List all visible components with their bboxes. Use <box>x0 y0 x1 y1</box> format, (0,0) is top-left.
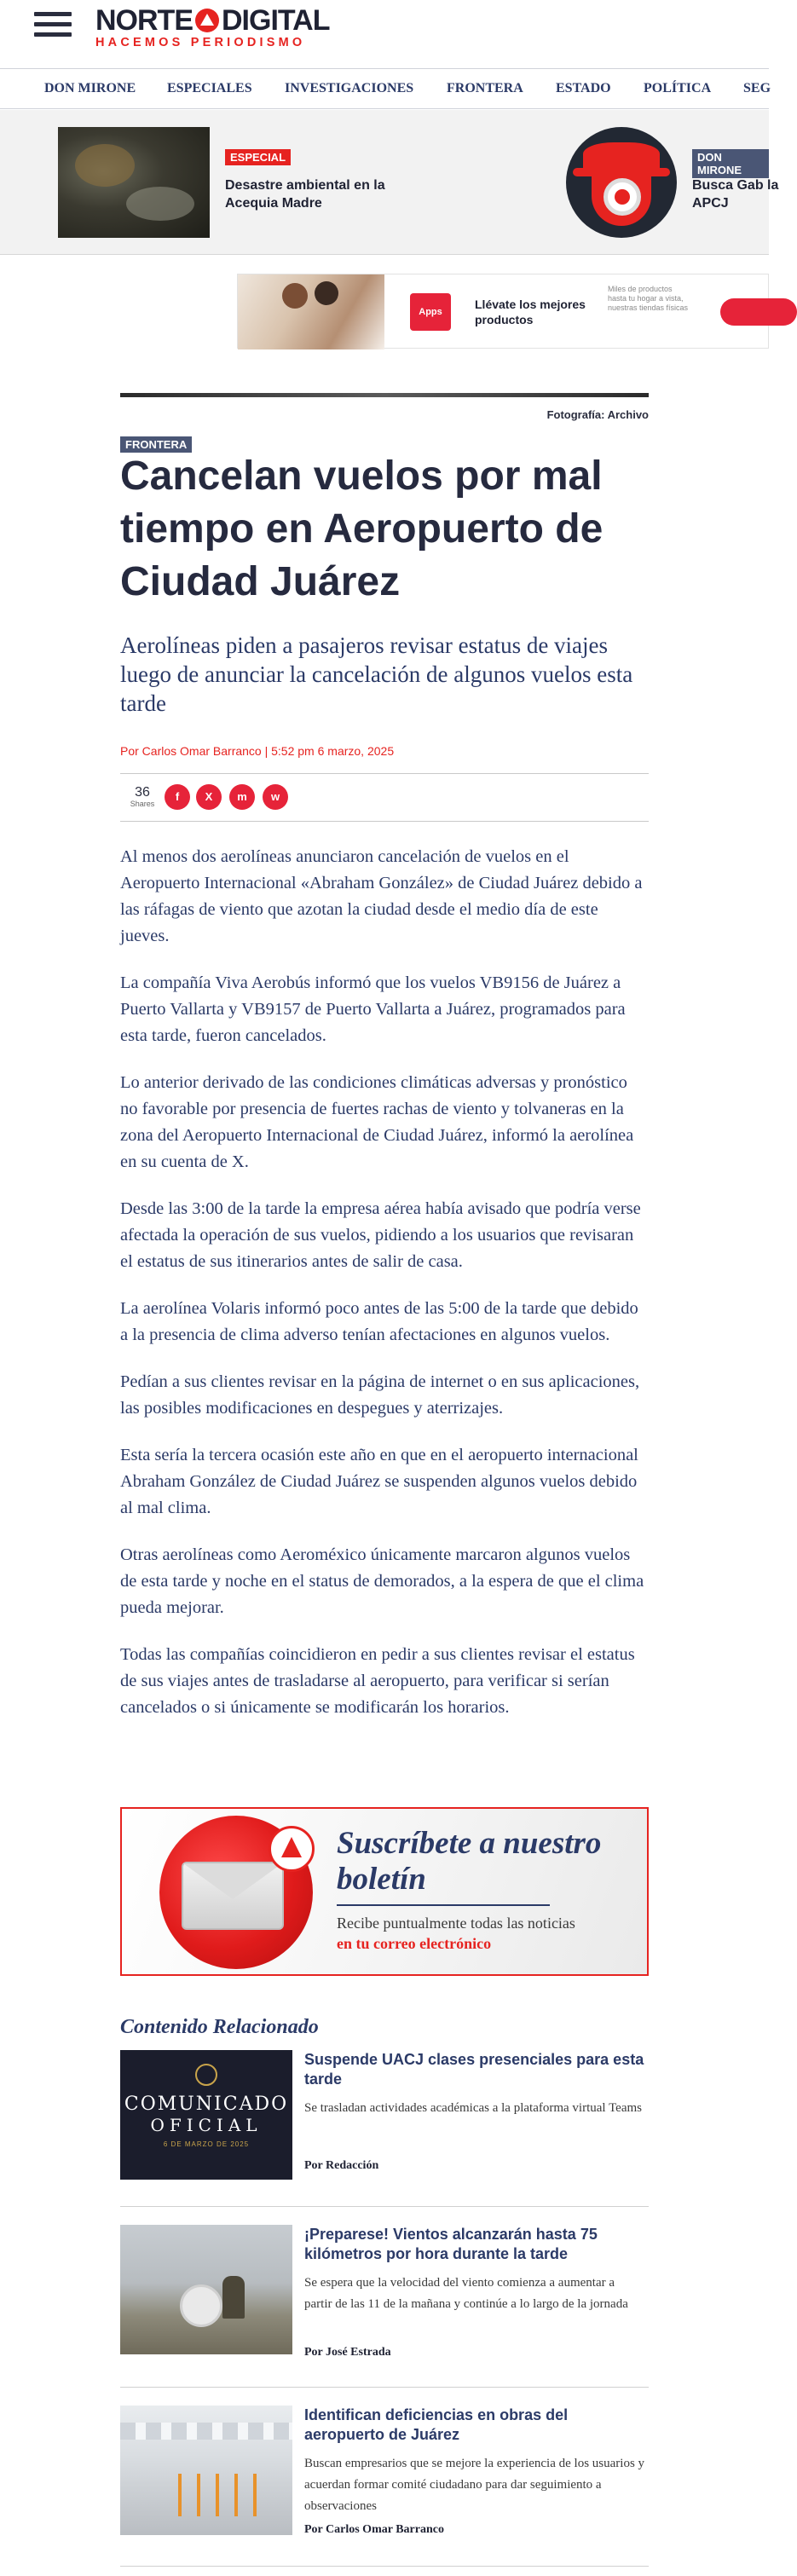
thumb-text-date: 6 DE MARZO DE 2025 <box>163 2140 250 2148</box>
featured-2-tag: DON MIRONE <box>692 149 769 178</box>
ad-headline: Llévate los mejores productos <box>475 297 586 326</box>
nav-item-especiales[interactable]: ESPECIALES <box>167 81 252 95</box>
article-paragraph: Pedían a sus clientes revisar en la página de internet o en sus aplicaciones, las posibles modificaciones en despegues y aterrizajes. <box>120 1372 640 1418</box>
newsletter-title: Suscríbete a nuestro boletín <box>337 1826 602 1897</box>
thumb-text-comunicado: COMUNICADO <box>124 2094 289 2115</box>
site-header <box>0 0 769 68</box>
messenger-share-icon[interactable]: m <box>229 784 255 810</box>
related-item <box>120 2050 649 2212</box>
brand-triangle-icon <box>269 1826 315 1872</box>
article-paragraph: Desde las 3:00 de la tarde la empresa aérea había avisado que podría verse afectada la operación de sus vuelos, pidiendo a los usuarios que revisaran el estatus de sus itinerarios antes de salir de casa. <box>120 1199 641 1271</box>
share-divider-bottom <box>120 821 649 822</box>
ad-fine-print: Miles de productos hasta tu hogar a vista, nuestras tiendas físicas <box>608 285 689 312</box>
newsletter-description <box>337 1913 635 1954</box>
related-title[interactable]: ¡Preparese! Vientos alcanzarán hasta 75 kilómetros por hora durante la tarde <box>304 2226 598 2262</box>
nav-item-frontera[interactable]: FRONTERA <box>447 81 523 95</box>
ad-photo <box>238 274 384 349</box>
logo-name-right: DIGITAL <box>222 4 330 37</box>
related-title[interactable]: Identifican deficiencias en obras del aeropuerto de Juárez <box>304 2406 569 2443</box>
featured-strip <box>0 110 779 255</box>
share-divider-top <box>120 773 649 774</box>
envelope-icon <box>182 1862 284 1930</box>
logo-triangle-icon <box>195 9 219 32</box>
newsletter-desc-highlight: en tu correo electrónico <box>337 1935 492 1952</box>
article-paragraph: Al menos dos aerolíneas anunciaron cancelación de vuelos en el Aeropuerto Internacional «Abraham González» de Ciudad Juárez debido a las ráfagas de viento que azotan la ciudad desde el medio día de este jueves. <box>120 847 643 945</box>
related-item <box>120 2406 649 2567</box>
newsletter-desc-text: Recibe puntualmente todas las noticias <box>337 1915 575 1932</box>
related-thumbnail[interactable] <box>120 2406 292 2535</box>
featured-1-title[interactable]: Desastre ambiental en la Acequia Madre <box>225 178 385 211</box>
share-count-number: 36 <box>135 785 150 800</box>
related-author: Por Carlos Omar Barranco <box>304 2523 444 2536</box>
related-description: Buscan empresarios que se mejore la experiencia de los usuarios y acuerdan formar comité ciudadano para dar seguimiento a observaciones <box>304 2457 645 2513</box>
related-divider <box>120 2387 649 2388</box>
related-author: Por José Estrada <box>304 2346 391 2359</box>
nav-item-politica[interactable]: POLÍTICA <box>644 81 712 95</box>
ad-banner[interactable] <box>237 274 769 349</box>
photo-credit: Fotografía: Archivo <box>546 408 649 421</box>
featured-1-image[interactable] <box>58 127 210 238</box>
article-paragraph: La compañía Viva Aerobús informó que los vuelos VB9156 de Juárez a Puerto Vallarta y VB9157 de Puerto Vallarta a Juárez, programados para esta tarde, fueron cancelados. <box>120 973 626 1045</box>
article-paragraph: Todas las compañías coincidieron en pedir a sus clientes revisar el estatus de sus viajes antes de trasladarse al aeropuerto, para verificar si serían cancelados o si únicamente se modificarán los horarios. <box>120 1645 635 1717</box>
site-logo[interactable] <box>95 5 329 49</box>
related-thumbnail[interactable] <box>120 2225 292 2354</box>
whatsapp-share-icon[interactable]: w <box>263 784 288 810</box>
related-thumbnail[interactable] <box>120 2050 292 2180</box>
share-count <box>128 786 157 809</box>
main-nav <box>0 68 769 109</box>
x-share-icon[interactable]: X <box>196 784 222 810</box>
share-count-label: Shares <box>130 800 155 808</box>
ad-logo: Apps <box>410 293 451 331</box>
article-paragraph: Otras aerolíneas como Aeroméxico únicamente marcaron algunos vuelos de esta tarde y noche en el status de demorados, a la espera de que el clima pueda mejorar. <box>120 1545 644 1617</box>
facebook-share-icon[interactable]: f <box>165 784 190 810</box>
seal-icon <box>195 2064 217 2086</box>
ad-cta-button[interactable] <box>720 298 797 326</box>
nav-item-seguridad[interactable]: SEG <box>743 81 771 95</box>
nav-item-estado[interactable]: ESTADO <box>556 81 611 95</box>
related-heading: Contenido Relacionado <box>120 2016 319 2038</box>
nav-item-don-mirone[interactable]: DON MIRONE <box>44 81 136 95</box>
related-divider <box>120 2566 649 2567</box>
menu-icon[interactable] <box>34 12 72 43</box>
hero-image-edge <box>120 393 649 397</box>
article-subtitle: Aerolíneas piden a pasajeros revisar estatus de viajes luego de anunciar la cancelación de algunos vuelos esta tarde <box>120 632 633 716</box>
article-paragraph: Esta sería la tercera ocasión este año en que en el aeropuerto internacional Abraham González de Ciudad Juárez se suspenden algunos vuelos debido al mal clima. <box>120 1446 638 1517</box>
article-paragraph: La aerolínea Volaris informó poco antes de las 5:00 de la tarde que debido a la presencia de clima adverso tenían afectaciones en algunos vuelos. <box>120 1299 638 1344</box>
related-item <box>120 2225 649 2387</box>
logo-name-left: NORTE <box>95 4 193 37</box>
featured-1-tag: ESPECIAL <box>225 149 291 165</box>
featured-2-spy-avatar-icon[interactable] <box>566 127 677 238</box>
thumb-text-oficial: OFICIAL <box>150 2115 263 2135</box>
article-paragraph: Lo anterior derivado de las condiciones climáticas adversas y pronóstico no favorable por presencia de fuertes rachas de viento y tolvaneras en la zona del Aeropuerto Internacional de Ciudad Juárez, informó la aerolínea en su cuenta de X. <box>120 1073 634 1171</box>
related-title[interactable]: Suspende UACJ clases presenciales para esta tarde <box>304 2051 644 2088</box>
featured-2-title[interactable]: Busca Gab la APCJ <box>692 178 779 211</box>
article-body <box>120 844 649 1741</box>
newsletter-underline <box>337 1904 550 1906</box>
related-description: Se espera que la velocidad del viento comienza a aumentar a partir de las 11 de la mañana y continúe a lo largo de la jornada <box>304 2276 628 2311</box>
related-divider <box>120 2206 649 2207</box>
related-author: Por Redacción <box>304 2159 379 2172</box>
section-tag[interactable]: FRONTERA <box>120 436 192 453</box>
logo-tagline: HACEMOS PERIODISMO <box>95 36 306 49</box>
newsletter-banner[interactable] <box>120 1807 649 1976</box>
nav-item-investigaciones[interactable]: INVESTIGACIONES <box>285 81 414 95</box>
article-title: Cancelan vuelos por mal tiempo en Aeropuerto de Ciudad Juárez <box>120 453 604 604</box>
article-byline[interactable]: Por Carlos Omar Barranco | 5:52 pm 6 marzo, 2025 <box>120 744 395 758</box>
related-description: Se trasladan actividades académicas a la plataforma virtual Teams <box>304 2101 642 2115</box>
